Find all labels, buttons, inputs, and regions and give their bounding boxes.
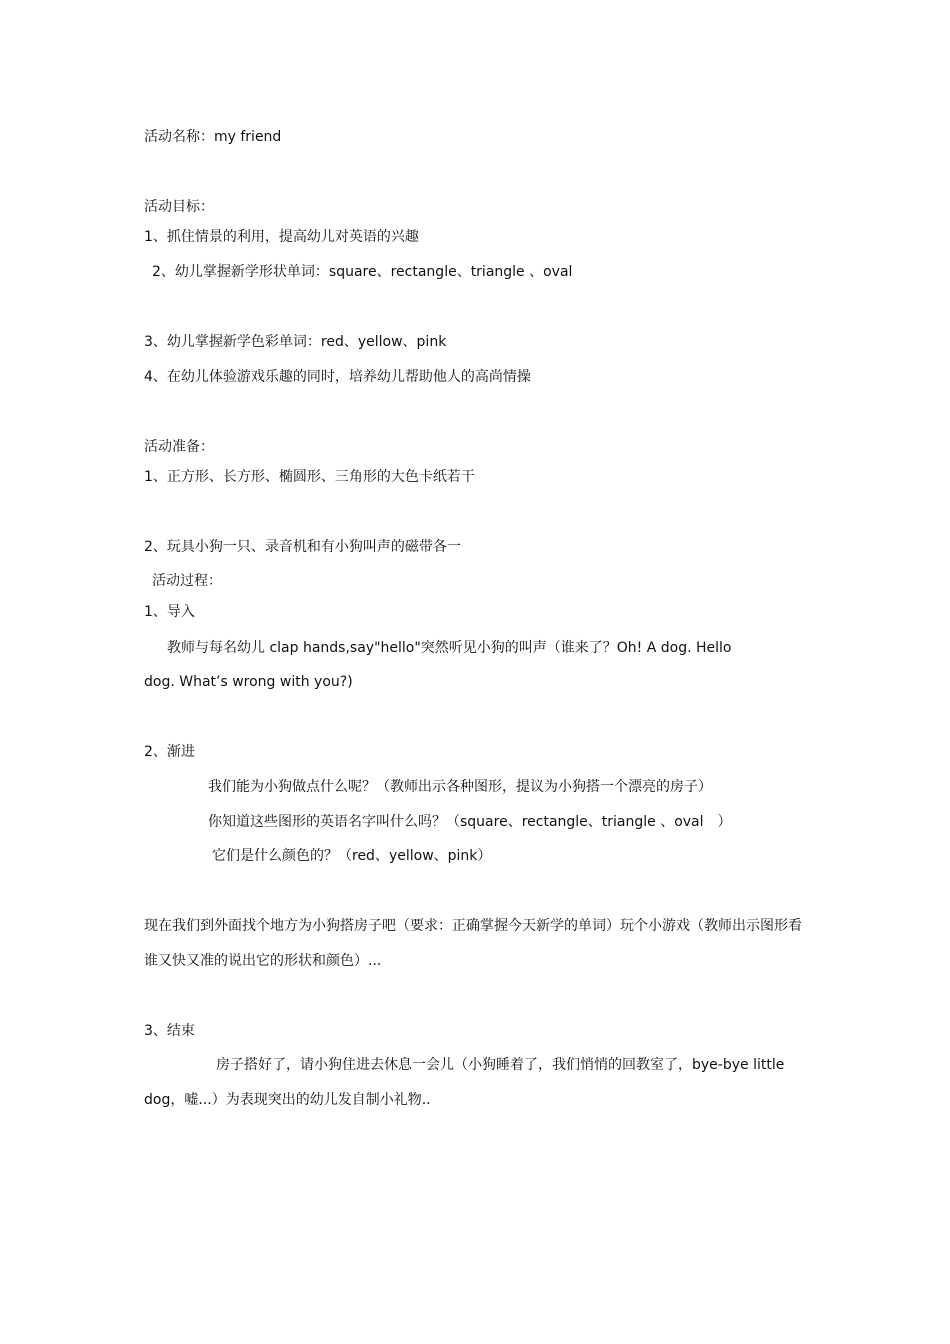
goals-heading: 活动目标： (144, 199, 214, 215)
step3-line: dog，嘘...）为表现突出的幼儿发自制小礼物.. (144, 1092, 431, 1108)
prep-item: 1、正方形、长方形、椭圆形、三角形的大色卡纸若干 (144, 469, 475, 485)
step1-line: 教师与每名幼儿 clap hands,say"hello"突然听见小狗的叫声（谁来了？Oh! A dog. Hello (167, 640, 732, 656)
goal-item: 4、在幼儿体验游戏乐趣的同时，培养幼儿帮助他人的高尚情操 (144, 369, 531, 385)
step2-heading: 2、渐进 (144, 744, 195, 760)
outdoor-line: 谁又快又准的说出它的形状和颜色）... (144, 953, 382, 969)
outdoor-line: 现在我们到外面找个地方为小狗搭房子吧（要求：正确掌握今天新学的单词）玩个小游戏（教师出示图形看 (144, 918, 802, 934)
prep-heading: 活动准备： (144, 439, 214, 455)
goal-item: 3、幼儿掌握新学色彩单词：red、yellow、pink (144, 334, 447, 350)
goal-item: 2、幼儿掌握新学形状单词：square、rectangle、triangle 、oval (152, 264, 573, 280)
step2-line: 它们是什么颜色的？（red、yellow、pink） (212, 848, 492, 864)
step2-line: 我们能为小狗做点什么呢？（教师出示各种图形，提议为小狗搭一个漂亮的房子） (208, 779, 712, 795)
prep-item: 2、玩具小狗一只、录音机和有小狗叫声的磁带各一 (144, 539, 461, 555)
activity-name: 活动名称：my friend (144, 129, 282, 145)
step3-line: 房子搭好了，请小狗住进去休息一会儿（小狗睡着了，我们悄悄的回教室了，bye-bye little (216, 1057, 785, 1073)
step1-line: dog. What’s wrong with you?) (144, 674, 353, 690)
step2-line: 你知道这些图形的英语名字叫什么吗？（square、rectangle、triangle 、oval ） (208, 814, 732, 830)
process-heading: 活动过程： (152, 573, 222, 589)
step3-heading: 3、结束 (144, 1023, 195, 1039)
step1-heading: 1、导入 (144, 604, 195, 620)
goal-item: 1、抓住情景的利用，提高幼儿对英语的兴趣 (144, 229, 419, 245)
